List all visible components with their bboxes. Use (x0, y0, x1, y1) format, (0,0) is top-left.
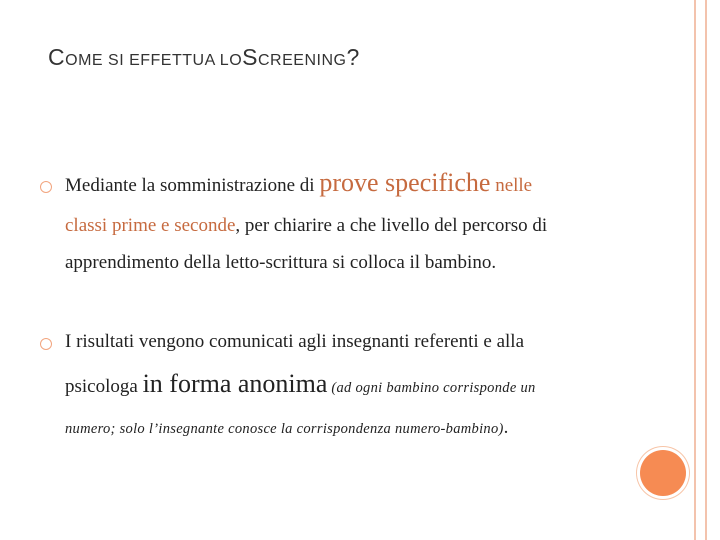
slide-title: COME SI EFFETTUA LOSCREENING? (48, 44, 360, 70)
decorative-vertical-line (705, 0, 707, 540)
decorative-vertical-line (694, 0, 696, 540)
decorative-circle-icon (640, 450, 686, 496)
slide: COME SI EFFETTUA LOSCREENING? Mediante la somministrazione di prove specifiche nelle classi prime e seconde, per chiarire a che livello del percorso di apprendimento della letto-scrittura si colloca il bambino. I risultati vengono comunicati agli insegnanti referenti e alla psicologa in forma anonima (ad ogni bambino corrisponde un numero; solo l’insegnante conosce la corrispondenza numero-bambino). (0, 0, 720, 540)
bullet-circle-icon (40, 181, 52, 193)
bullet-circle-icon (40, 338, 52, 350)
